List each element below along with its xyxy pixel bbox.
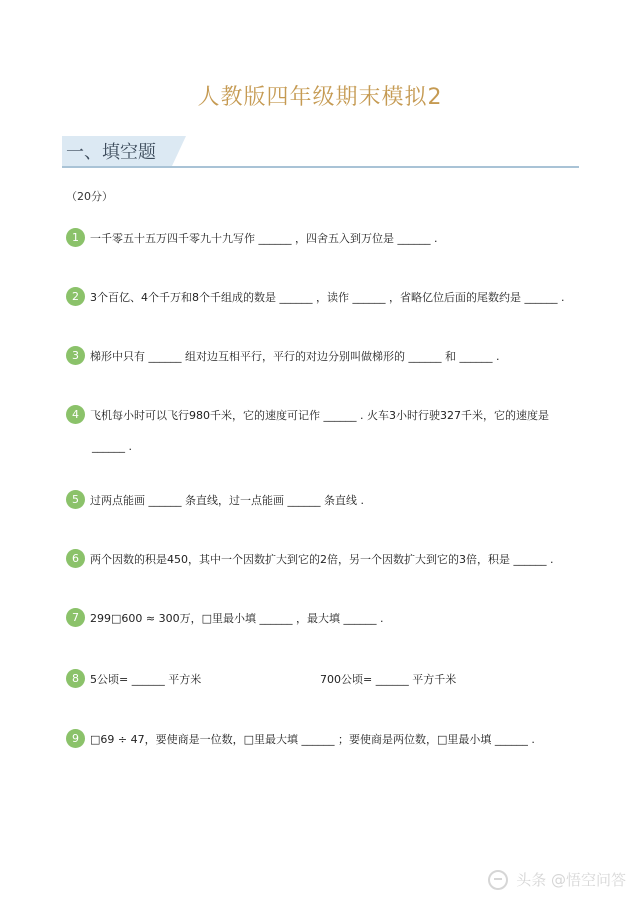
question-text: 两个因数的积是450，其中一个因数扩大到它的2倍，另一个因数扩大到它的3倍，积是 ______ . bbox=[90, 553, 554, 566]
question-number-badge: 5 bbox=[66, 490, 85, 509]
question-text: 5公顷= ______ 平方米 bbox=[90, 673, 202, 686]
question-text-right: 700公顷= ______ 平方千米 bbox=[320, 673, 457, 686]
question-number-badge: 8 bbox=[66, 669, 85, 688]
question-text: □69 ÷ 47，要使商是一位数，□里最大填 ______ ；要使商是两位数，□里最小填 ______ . bbox=[90, 733, 535, 746]
question-text: 飞机每小时可以飞行980千米，它的速度可记作 ______ . 火车3小时行驶327千米，它的速度是 bbox=[90, 409, 549, 422]
question-number-badge: 4 bbox=[66, 405, 85, 424]
question-text: 3个百亿、4个千万和8个千组成的数是 ______ ，读作 ______ ，省略亿位后面的尾数约是 ______ . bbox=[90, 291, 565, 304]
watermark-logo-icon bbox=[488, 870, 508, 890]
question-number-badge: 1 bbox=[66, 228, 85, 247]
question-text-continued: ______ . bbox=[92, 440, 132, 453]
question-number-badge: 2 bbox=[66, 287, 85, 306]
section-header bbox=[62, 136, 579, 168]
watermark bbox=[488, 869, 626, 891]
question-text: 梯形中只有 ______ 组对边互相平行，平行的对边分别叫做梯形的 ______ 和 ______ . bbox=[90, 350, 500, 363]
page-title: 人教版四年级期末模拟2 bbox=[197, 85, 443, 110]
question-number-badge: 3 bbox=[66, 346, 85, 365]
question-number-badge: 9 bbox=[66, 729, 85, 748]
question-number-badge: 7 bbox=[66, 608, 85, 627]
question-number-badge: 6 bbox=[66, 549, 85, 568]
question-text: 过两点能画 ______ 条直线，过一点能画 ______ 条直线 . bbox=[90, 494, 364, 507]
section-label: 一、填空题 bbox=[66, 142, 156, 163]
question-text: 299□600 ≈ 300万，□里最小填 ______ ，最大填 ______ . bbox=[90, 612, 384, 625]
question-text: 一千零五十五万四千零九十九写作 ______ ，四舍五入到万位是 ______ . bbox=[90, 232, 438, 245]
section-underline bbox=[172, 166, 579, 168]
score-note: （20分） bbox=[66, 190, 113, 203]
watermark-text: 头条 @悟空问答 bbox=[516, 870, 626, 889]
